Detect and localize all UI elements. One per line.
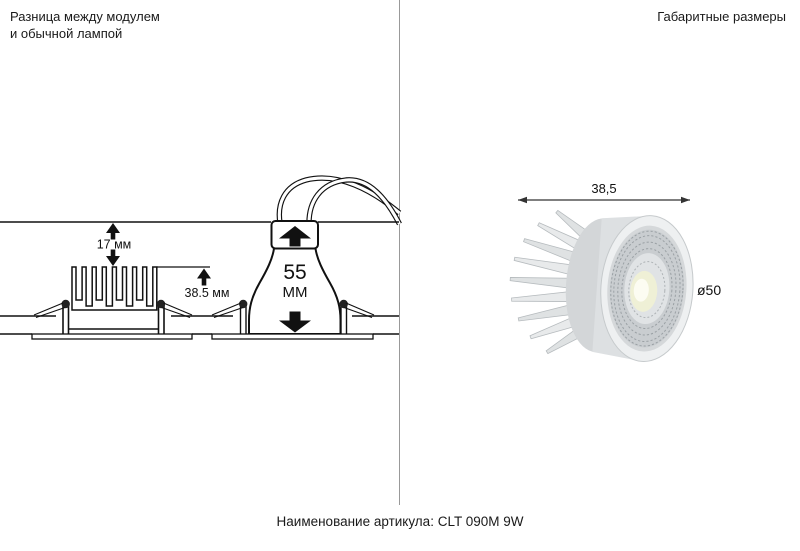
width-dimension <box>518 181 690 203</box>
protrusion-label: 17 мм <box>96 237 132 252</box>
module-height-label: 38.5 мм <box>184 286 230 300</box>
module-height-dimension <box>157 267 230 300</box>
lamp-height-unit: ММ <box>282 284 308 301</box>
protrusion-dimension <box>97 223 132 266</box>
width-label: 38,5 <box>591 181 617 196</box>
heatsink-fins-profile <box>72 267 157 310</box>
left-title-line-2: и обычной лампой <box>10 25 123 41</box>
comparison-diagram <box>0 178 400 339</box>
right-arrow-icon <box>681 197 690 203</box>
module-trim-flange <box>32 334 192 339</box>
down-arrow-icon <box>106 250 120 267</box>
regular-lamp-fixture <box>212 221 374 339</box>
led-module-fixture <box>32 267 192 339</box>
lamp-trim-flange <box>212 334 373 339</box>
dimensions-diagram <box>505 181 721 365</box>
left-arrow-icon <box>518 197 527 203</box>
led-module-photo <box>505 206 698 364</box>
diameter-label: ø50 <box>697 282 722 298</box>
lamp-wires <box>279 178 399 224</box>
left-title-line-1: Разница между модулем <box>10 9 160 24</box>
lamp-height-value: 55 <box>283 261 307 284</box>
up-arrow-icon <box>197 269 211 286</box>
right-panel-title: Габаритные размеры <box>657 9 786 24</box>
article-caption: Наименование артикула: CLT 090M 9W <box>276 514 524 529</box>
